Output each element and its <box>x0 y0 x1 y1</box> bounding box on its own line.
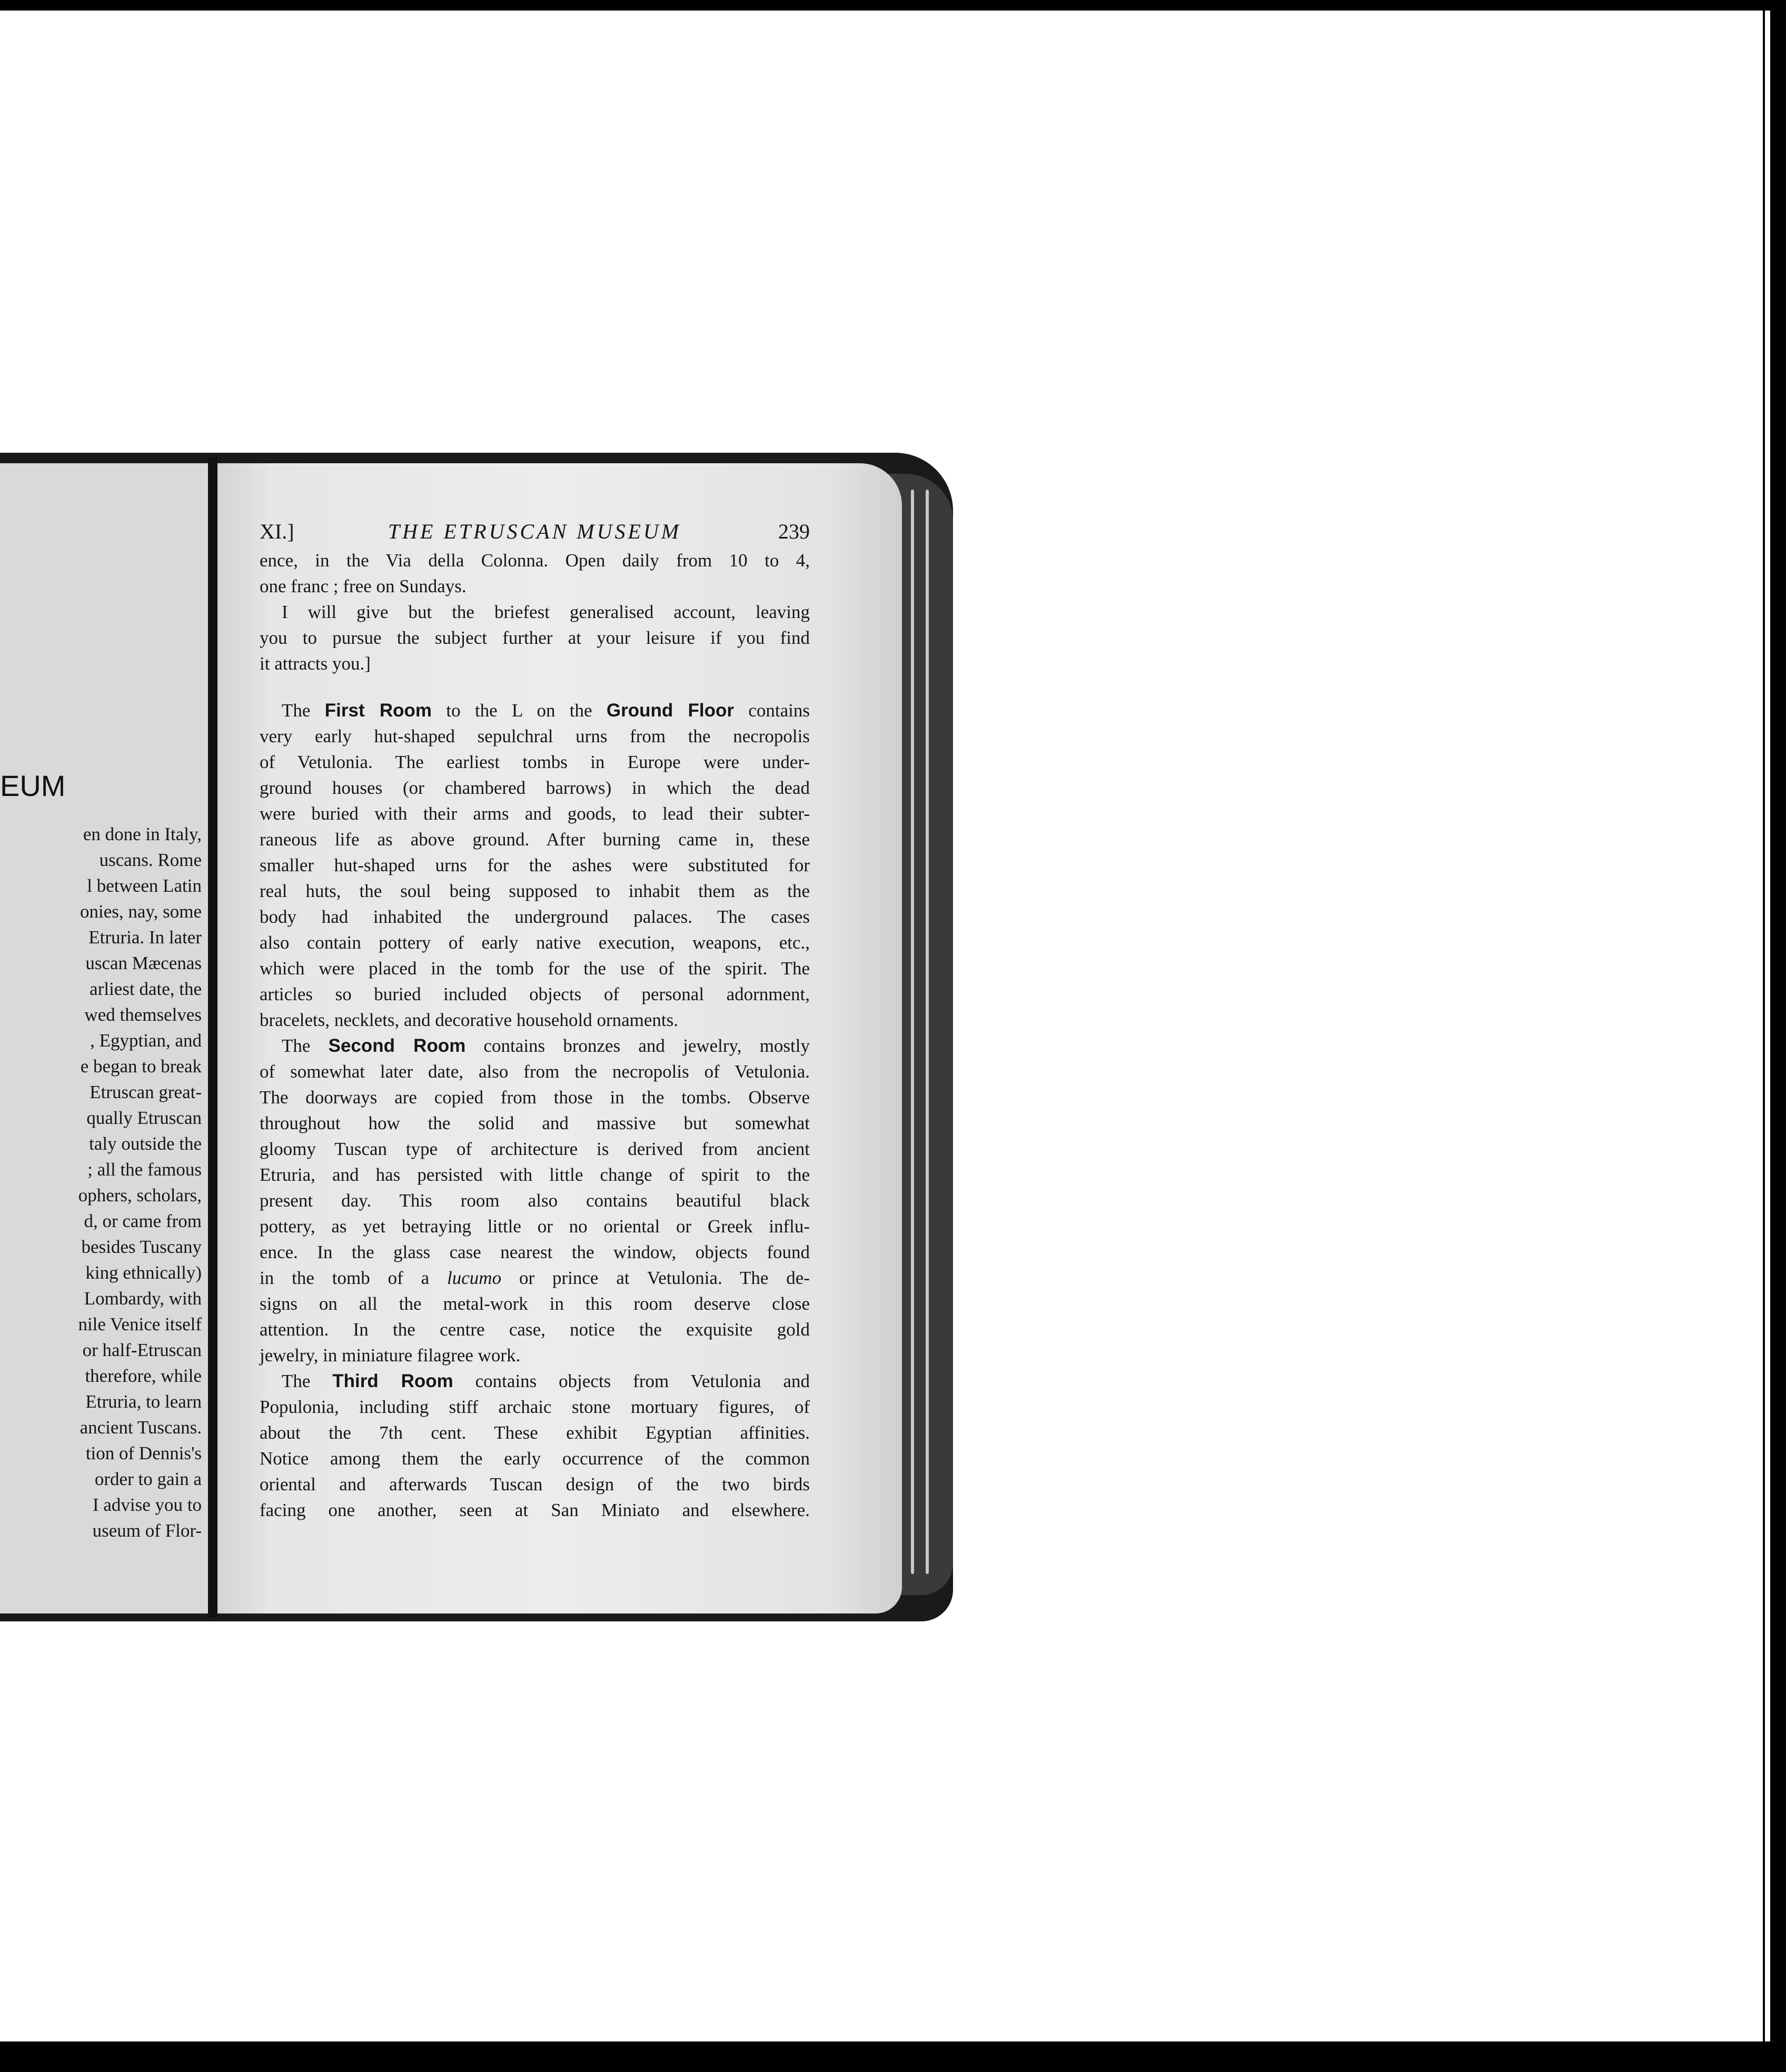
text-line: bracelets, necklets, and decorative household ornaments. <box>260 1010 678 1030</box>
text-fragment: contains <box>734 700 810 721</box>
second-room-term: Second Room <box>328 1035 466 1056</box>
left-line: ; all the famous <box>87 1159 202 1180</box>
left-line: besides Tuscany <box>81 1237 202 1257</box>
text-line: ence, in the Via della Colonna. Open daily from 10 to 4, <box>260 550 810 571</box>
text-line: Notice among them the early occurrence of the common <box>260 1448 810 1469</box>
right-page <box>217 463 902 1613</box>
text-line: signs on all the metal-work in this room deserve close <box>260 1293 810 1314</box>
left-line: arliest date, the <box>90 979 202 999</box>
text-line: articles so buried included objects of personal adornment, <box>260 984 810 1004</box>
text-line: facing one another, seen at San Miniato and elsewhere. <box>260 1500 810 1520</box>
scan-border-right-gap <box>1765 11 1770 2041</box>
text-line: oriental and afterwards Tuscan design of the two birds <box>260 1474 810 1495</box>
text-line: raneous life as above ground. After burning came in, these <box>260 829 810 850</box>
text-line: which were placed in the tomb for the use of the spirit. The <box>260 958 810 979</box>
scan-border-bottom <box>0 2041 1786 2072</box>
text-line: attention. In the centre case, notice the exquisite gold <box>260 1319 810 1340</box>
text-line: one franc ; free on Sundays. <box>260 576 467 596</box>
left-line: I advise you to <box>92 1495 202 1515</box>
text-line: real huts, the soul being supposed to inhabit them as the <box>260 881 810 901</box>
open-book <box>0 453 964 1632</box>
lucumo-term: lucumo <box>447 1268 502 1288</box>
left-line: en done in Italy, <box>83 824 202 844</box>
left-line: , Egyptian, and <box>90 1030 202 1051</box>
text-line: were buried with their arms and goods, to lead their subter- <box>260 803 810 824</box>
left-line: l between Latin <box>87 875 202 896</box>
text-line: ence. In the glass case nearest the window, objects found <box>260 1242 810 1262</box>
text-line: also contain pottery of early native execution, weapons, etc., <box>260 932 810 953</box>
text-fragment: in the tomb of a <box>260 1268 448 1288</box>
text-line: very early hut-shaped sepulchral urns from the necropolis <box>260 726 810 746</box>
text-fragment: The <box>282 1371 333 1391</box>
left-line: uscans. Rome <box>99 850 202 870</box>
left-line: useum of Flor- <box>92 1520 202 1541</box>
text-line: throughout how the solid and massive but somewhat <box>260 1113 810 1133</box>
text-fragment: The <box>282 700 325 721</box>
text-line: Populonia, including stiff archaic stone mortuary figures, of <box>260 1397 810 1417</box>
left-line: d, or came from <box>84 1211 202 1231</box>
left-page-text <box>0 821 202 1543</box>
text-line: Etruria, and has persisted with little change of spirit to the <box>260 1164 810 1185</box>
text-line: pottery, as yet betraying little or no oriental or Greek influ- <box>260 1216 810 1237</box>
left-page-heading: EUM <box>0 769 66 802</box>
text-line: ground houses (or chambered barrows) in which the dead <box>260 778 810 798</box>
paragraph-gap <box>260 676 810 698</box>
left-line: nile Venice itself <box>78 1314 202 1334</box>
text-line: of Vetulonia. The earliest tombs in Europe were under- <box>260 752 810 772</box>
text-line: gloomy Tuscan type of architecture is derived from ancient <box>260 1139 810 1159</box>
left-line: order to gain a <box>94 1469 202 1489</box>
left-line: e began to break <box>80 1056 202 1077</box>
chapter-number: XI.] <box>260 520 294 543</box>
text-fragment: to the L on the <box>432 700 607 721</box>
left-line: onies, nay, some <box>80 901 202 922</box>
left-line: Lombardy, with <box>84 1288 202 1309</box>
page-number: 239 <box>778 520 810 543</box>
text-line: of somewhat later date, also from the necropolis of Vetulonia. <box>260 1061 810 1082</box>
text-fragment: contains objects from Vetulonia and <box>453 1371 810 1391</box>
book-spine <box>208 457 217 1618</box>
third-room-lead-line <box>260 1368 810 1394</box>
running-title: THE ETRUSCAN MUSEUM <box>388 520 682 543</box>
text-line: The doorways are copied from those in the tombs. Observe <box>260 1087 810 1108</box>
first-room-lead-line <box>260 698 810 723</box>
text-fragment: The <box>282 1035 329 1056</box>
text-fragment: contains bronzes and jewelry, mostly <box>465 1035 810 1056</box>
text-line: body had inhabited the underground palaces. The cases <box>260 906 810 927</box>
text-line: smaller hut-shaped urns for the ashes were substituted for <box>260 855 810 875</box>
left-line: ophers, scholars, <box>78 1185 202 1206</box>
page-body <box>260 547 810 1523</box>
page-edge-line <box>926 490 929 1574</box>
first-room-term: First Room <box>324 700 432 721</box>
left-line: qually Etruscan <box>86 1108 202 1128</box>
left-line: or half-Etruscan <box>82 1340 202 1360</box>
third-room-term: Third Room <box>332 1371 453 1391</box>
text-line: about the 7th cent. These exhibit Egyptian affinities. <box>260 1422 810 1443</box>
ground-floor-term: Ground Floor <box>606 700 735 721</box>
left-line: therefore, while <box>85 1366 202 1386</box>
left-line: tion of Dennis's <box>85 1443 202 1463</box>
left-page <box>0 463 208 1613</box>
lucumo-line <box>260 1265 810 1291</box>
text-line: I will give but the briefest generalised account, leaving <box>282 602 810 622</box>
running-head <box>260 516 810 547</box>
left-line: ancient Tuscans. <box>80 1417 202 1438</box>
text-fragment: or prince at Vetulonia. The de- <box>501 1268 810 1288</box>
scan-border-top <box>0 0 1786 11</box>
second-room-lead-line <box>260 1033 810 1059</box>
left-line: taly outside the <box>89 1133 202 1154</box>
page-edge-line <box>911 490 914 1574</box>
left-line: Etruscan great- <box>90 1082 202 1102</box>
left-line: Etruria. In later <box>88 927 202 948</box>
left-line: wed themselves <box>84 1004 202 1025</box>
left-line: king ethnically) <box>85 1262 202 1283</box>
left-line: uscan Mæcenas <box>85 953 202 973</box>
text-line: present day. This room also contains beautiful black <box>260 1190 810 1211</box>
text-line: it attracts you.] <box>260 653 371 674</box>
text-line: you to pursue the subject further at your leisure if you find <box>260 627 810 648</box>
text-line: jewelry, in miniature filagree work. <box>260 1345 521 1366</box>
left-line: Etruria, to learn <box>85 1391 202 1412</box>
